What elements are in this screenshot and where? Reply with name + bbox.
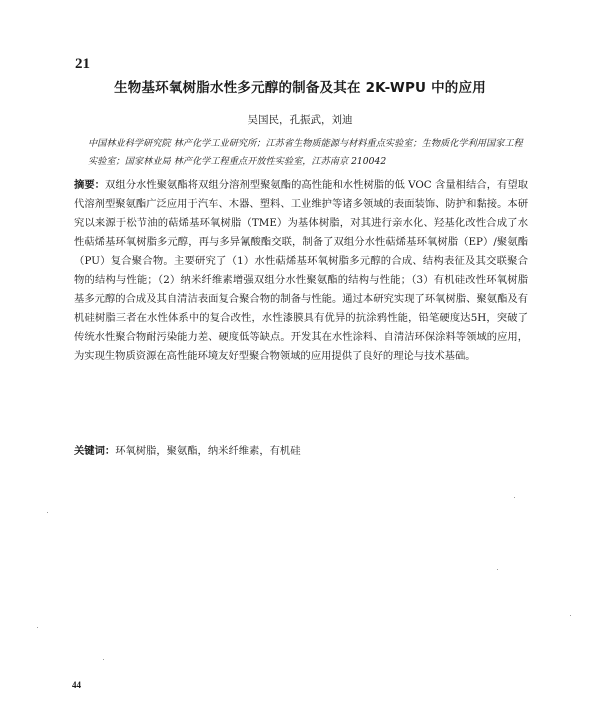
scan-speck bbox=[570, 615, 571, 616]
keywords-text: 环氧树脂，聚氨酯，纳米纤维素，有机硅 bbox=[115, 445, 301, 457]
scan-speck bbox=[47, 512, 48, 513]
keywords-label: 关键词： bbox=[74, 445, 116, 457]
abstract bbox=[74, 176, 528, 366]
scan-speck bbox=[497, 569, 498, 570]
page-number: 44 bbox=[72, 680, 81, 690]
affiliation: 中国林业科学研究院 林产化学工业研究所；江苏省生物质能源与材料重点实验室；生物质化学利用国家工程实验室；国家林业局 林产化学工程重点开放性实验室，江苏南京 210042 bbox=[88, 138, 523, 167]
paper-number: 21 bbox=[75, 56, 90, 72]
scan-speck bbox=[103, 659, 104, 660]
scan-speck bbox=[514, 497, 515, 498]
paper-title: 生物基环氧树脂水性多元醇的制备及其在 2K-WPU 中的应用 bbox=[114, 80, 486, 96]
keywords bbox=[74, 442, 528, 457]
abstract-text: 双组分水性聚氨酯将双组分溶剂型聚氨酯的高性能和水性树脂的低 VOC 含量相结合，有望取代溶剂型聚氨酯广泛应用于汽车、木器、塑料、工业维护等诸多领域的表面装饰、防护和黏接。本研究以来源于松节油的萜烯基环氧树脂（TME）为基体树脂，对其进行亲水化、羟基化改性合成了水性萜烯基环氧树脂多元醇，再与多异氰酸酯交联，制备了双组分水性萜烯基环氧树脂（EP）/聚氨酯（PU）复合聚合物。主要研究了（1）水性萜烯基环氧树脂多元醇的合成、结构表征及其交联聚合物的结构与性能；（2）纳米纤维素增强双组分水性聚氨酯的结构与性能；（3）有机硅改性环氧树脂基多元醇的合成及其自清洁表面复合聚合物的制备与性能。通过本研究实现了环氧树脂、聚氨酯及有机硅树脂三者在水性体系中的复合改性，水性漆膜具有优异的抗涂鸦性能，铅笔硬度达5H，突破了传统水性聚合物耐污染能力差、硬度低等缺点。开发其在水性涂料、自清洁环保涂料等领域的应用，为实现生物质资源在高性能环境友好型聚合物领域的应用提供了良好的理论与技术基础。 bbox=[74, 179, 528, 362]
author-list: 吴国民，孔振武，刘迪 bbox=[247, 114, 353, 126]
scan-speck bbox=[37, 627, 38, 628]
abstract-label: 摘要： bbox=[74, 179, 106, 191]
